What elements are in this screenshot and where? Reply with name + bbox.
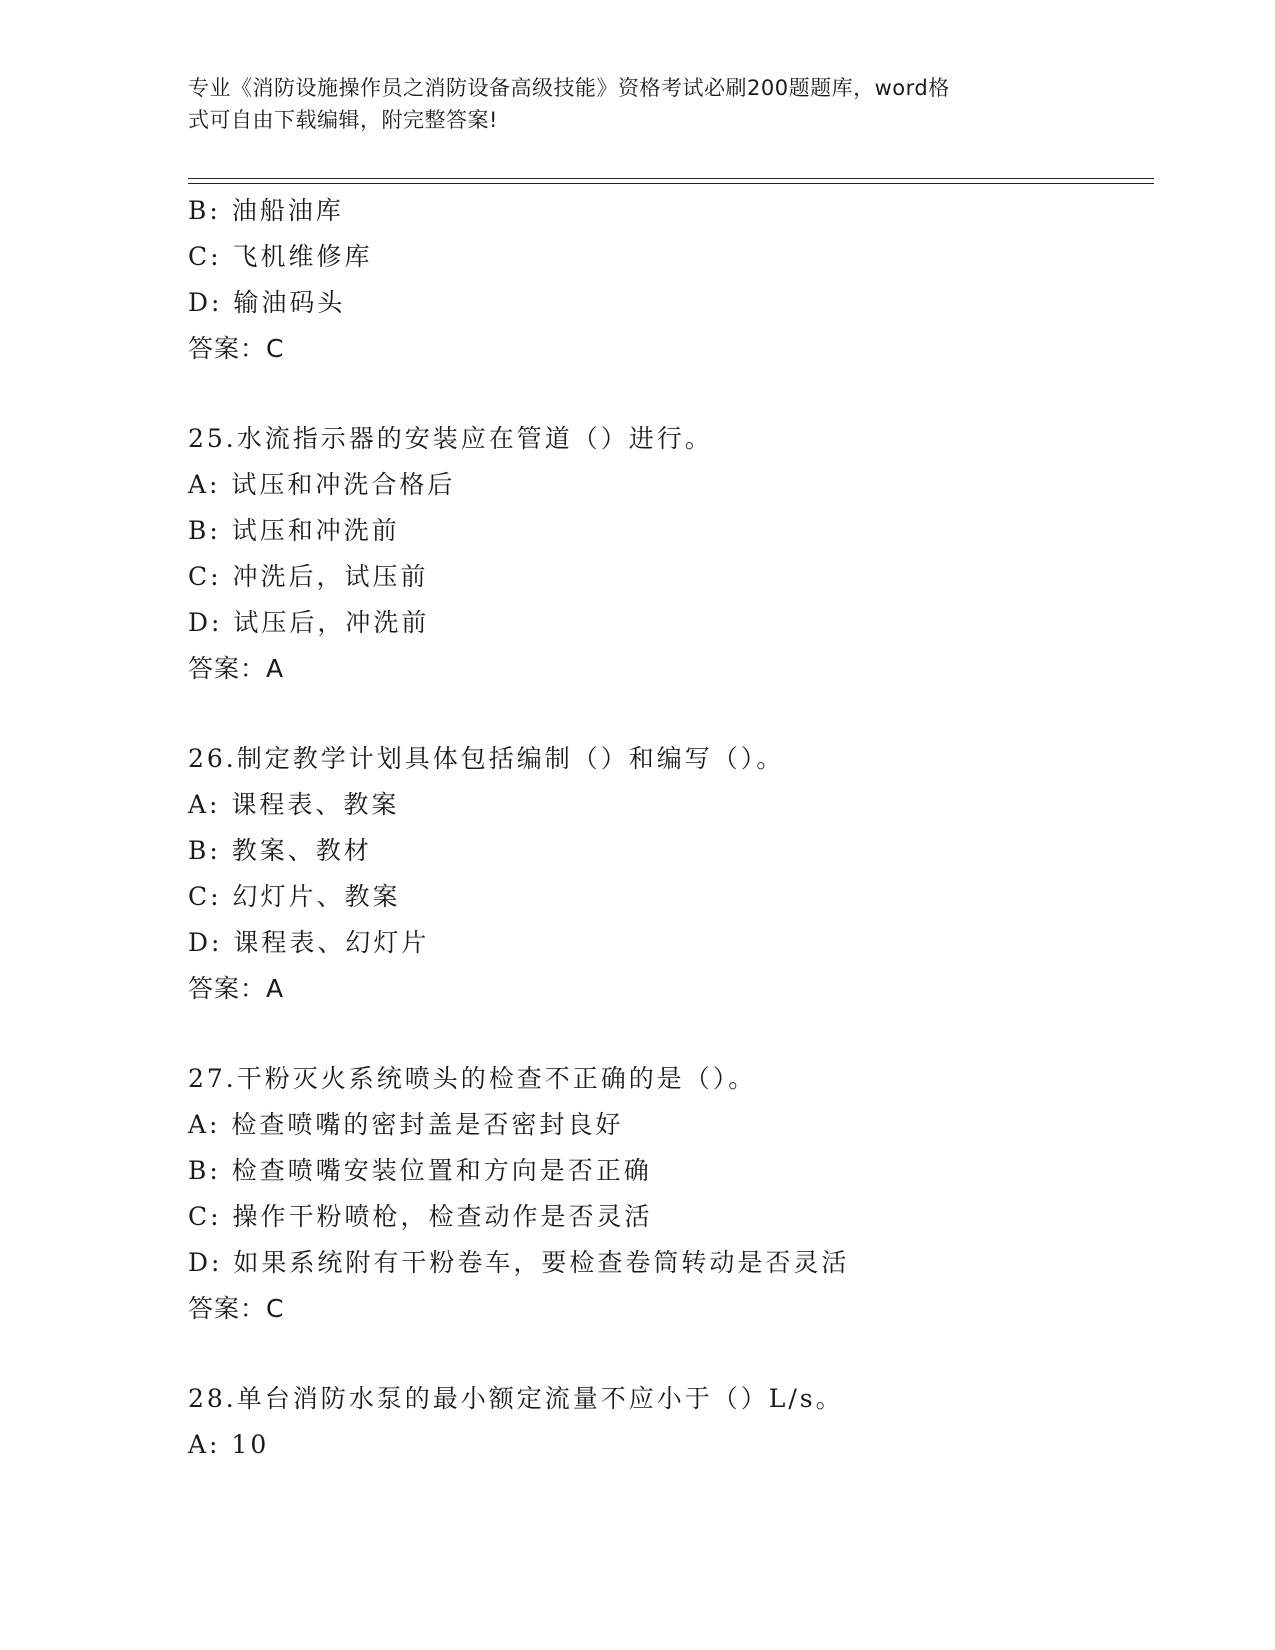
option-a: A: 10 [188, 1430, 270, 1459]
question-block-28 [188, 1376, 1148, 1468]
header-divider-top [188, 178, 1154, 179]
option-a: A: 试压和冲洗合格后 [188, 470, 456, 499]
document-header [188, 72, 1068, 136]
question-block-26 [188, 736, 1148, 1012]
question-stem: 25.水流指示器的安装应在管道（）进行。 [188, 424, 713, 453]
question-stem: 28.单台消防水泵的最小额定流量不应小于（）L/s。 [188, 1384, 844, 1413]
option-b: B: 检查喷嘴安装位置和方向是否正确 [188, 1156, 652, 1185]
option-d: D: 试压后，冲洗前 [188, 608, 430, 637]
answer-text: 答案：C [188, 334, 285, 363]
question-block-24 [188, 188, 1148, 372]
question-block-27 [188, 1056, 1148, 1332]
option-d: D: 课程表、幻灯片 [188, 928, 430, 957]
answer-text: 答案：A [188, 974, 285, 1003]
option-b: B: 油船油库 [188, 196, 344, 225]
question-block-25 [188, 416, 1148, 692]
option-c: C: 冲洗后，试压前 [188, 562, 429, 591]
option-b: B: 教案、教材 [188, 836, 372, 865]
header-divider-bottom [188, 183, 1154, 184]
option-a: A: 检查喷嘴的密封盖是否密封良好 [188, 1110, 624, 1139]
question-stem: 26.制定教学计划具体包括编制（）和编写（）。 [188, 744, 785, 773]
option-a: A: 课程表、教案 [188, 790, 400, 819]
header-line-2: 式可自由下载编辑，附完整答案! [188, 108, 498, 132]
header-line-1: 专业《消防设施操作员之消防设备高级技能》资格考试必刷200题题库，word格 [188, 76, 950, 100]
option-c: C: 幻灯片、教案 [188, 882, 401, 911]
question-list [188, 188, 1148, 1468]
option-b: B: 试压和冲洗前 [188, 516, 400, 545]
option-c: C: 飞机维修库 [188, 242, 373, 271]
option-d: D: 输油码头 [188, 288, 346, 317]
answer-text: 答案：A [188, 654, 285, 683]
answer-text: 答案：C [188, 1294, 285, 1323]
question-stem: 27.干粉灭火系统喷头的检查不正确的是（）。 [188, 1064, 757, 1093]
option-c: C: 操作干粉喷枪，检查动作是否灵活 [188, 1202, 653, 1231]
option-d: D: 如果系统附有干粉卷车，要检查卷筒转动是否灵活 [188, 1248, 850, 1277]
